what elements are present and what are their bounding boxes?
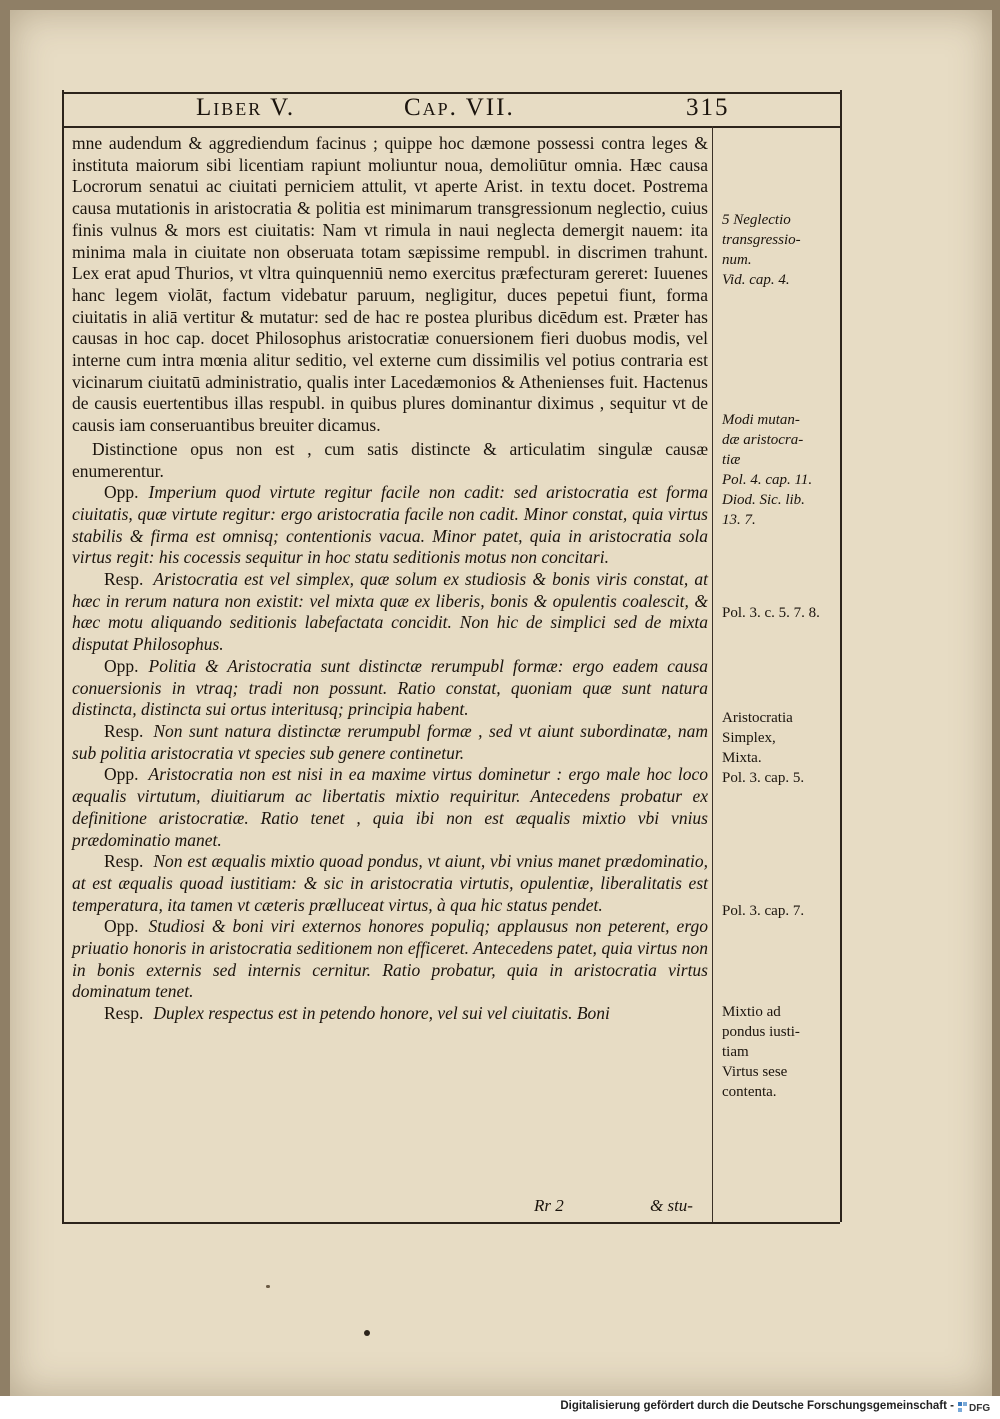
entry-label: Resp.: [104, 851, 144, 872]
entry-text: Politia & Aristocratia sunt distinctæ rerumpubl formæ: ergo eadem causa conuersionis in vtraq; tradi non possunt. Ratio constat, quoniam quæ sunt natura distincta, distincta sui ortus interitusq; principia habent.: [72, 655, 708, 720]
entry-text: Aristocratia non est nisi in ea maxime virtus dominetur : ergo male hoc loco æqualis virtutum, diuitiarum ac libertatis mixtio requiritur. Antecedens probatur ex definitione aristocratiæ. Ratio tenet , quia ibi non est æqualis mixtio vbi vnius prædominatio manet.: [72, 764, 708, 850]
entry-label: Resp.: [104, 569, 144, 590]
margin-note-mixtio: Mixtio ad pondus iusti- tiam Virtus sese contenta.: [722, 1004, 800, 1100]
margin-note-neglectio: 5 Neglectio transgressio- num. Vid. cap. 4.: [722, 212, 801, 288]
credit-text: Digitalisierung gefördert durch die Deutsche Forschungsgemeinschaft -: [560, 1400, 954, 1412]
ink-dot: [364, 1330, 370, 1336]
paragraph-distinction: Distinctione opus non est , cum satis distincte & articulatim singulæ causæ enumerentur.: [72, 438, 708, 481]
paper-speck: [266, 1285, 270, 1288]
page-number: 315: [686, 94, 730, 121]
response-1: [72, 569, 708, 656]
header-rule: [62, 126, 840, 128]
entry-label: Resp.: [104, 1003, 144, 1024]
margin-column-divider: [712, 126, 713, 1222]
paragraph-causes: mne audendum & aggrediendum facinus ; quippe hoc dæmone possessi contra leges & instituta maiorum sibi licentiam rapiunt moliuntur noua, demoliūtur omnia. Hæc causa Locrorum senatui ac ciuitati perniciem attulit, vt aperte Arist. in textu docet. Postrema causa mutationis in aristocratia & politia est minimarum transgressionum neglectio, cuius finis vulnus & mors est ciuitatis: Nam vt rimula in naui neglecta demergit nauem: ita minima mala in ciuitate non obseruata totam sæpissime rempubl. in discrimen trahunt. Lex erat apud Thurios, vt vltra quinquenniū nemo exercitus præfecturam gereret: Iuuenes hanc legem violāt, factum videbatur paruum, negligitur, duces pepetui fiunt, forma ciuitatis in aliā vertitur & mutatur: sed de hac re postea pluribus dicēdum est. Præter has causas in hoc cap. docet Philosophus aristocratiæ conuersionem fieri duobus modis, vel interne cum intra mœnia alitur seditio, vel externe cum dissimilis vel potius contraria est vicinarum ciuitatū administratio, qualis inter Lacedæmonios & Athenienses fuit. Hactenus de causis euertentibus illas respubl. in quibus plures dominantur diximus , sequitur vt de causis iam conseruantibus breuiter dicamus.: [72, 133, 708, 436]
digitization-credit-bar: [0, 1396, 1000, 1419]
dfg-logo-text: DFG: [969, 1403, 991, 1414]
entry-label: Opp.: [104, 764, 139, 785]
book-label: Liber V.: [196, 94, 296, 121]
entry-label: Opp.: [104, 655, 139, 676]
entry-text: Aristocratia est vel simplex, quæ solum ex studiosis & bonis viris constat, at hæc in rerum natura non existit: vel mixta quæ ex liberis, bonis & opulentis coalescit, & hæc motu aliquando seditionis labefactata concidit. Non hic de simplici sed de mixta disputat Philosophus.: [72, 569, 708, 655]
entry-label: Opp.: [104, 916, 139, 937]
objection-2: [72, 656, 708, 721]
entry-label: Opp.: [104, 482, 139, 503]
objection-1: [72, 482, 708, 569]
entry-label: Resp.: [104, 720, 144, 741]
chapter-label: Cap. VII.: [404, 94, 515, 121]
margin-note-pol-3-5: Pol. 3. c. 5. 7. 8.: [722, 605, 820, 621]
objection-3: [72, 764, 708, 851]
margin-note-modi-mutandae: Modi mutan- dæ aristocra- tiæ Pol. 4. cap. 11. Diod. Sic. lib. 13. 7.: [722, 412, 813, 528]
response-3: [72, 851, 708, 916]
dfg-logo-icon: [958, 1400, 994, 1414]
entry-text: Studiosi & boni viri externos honores populiq; applausus non peterent, ergo priuatio honoris in aristocratia seditionem non efficeret. Antecedens patet, quia virtus non in bonis externis sed internis cernitur. Ratio probatur, quia in aristocratia virtus dominatum tenet.: [72, 916, 708, 1002]
response-2: [72, 721, 708, 764]
margin-note-pol-3-7: Pol. 3. cap. 7.: [722, 903, 805, 919]
entry-text: Duplex respectus est in petendo honore, vel sui vel ciuitatis. Boni: [153, 1003, 610, 1024]
margin-note-aristocratia: Aristocratia Simplex, Mixta. Pol. 3. cap. 5.: [722, 710, 805, 786]
catchword: & stu-: [650, 1196, 693, 1215]
running-header: [70, 92, 830, 126]
entry-text: Non sunt natura distinctæ rerumpubl formæ , sed vt aiunt subordinatæ, nam sub politia aristocratia vt species sub genere continetur.: [72, 720, 708, 763]
response-4: [72, 1003, 708, 1025]
text-bottom-rule: [62, 1222, 840, 1224]
entry-text: Non est æqualis mixtio quoad pondus, vt aiunt, vbi vnius manet prædominatio, at est æqualis quoad iustitiam: & sic in aristocratia virtutis, opulentiæ, liberalitatis est temperatura, ita tamen vt cæteris prælluceat virtus, à qua hic status pendet.: [72, 851, 708, 915]
main-text-column: [72, 133, 708, 1025]
entry-text: Imperium quod virtute regitur facile non cadit: sed aristocratia est forma ciuitatis, quæ virtute regitur: ergo aristocratia facile non cadit. Minor constat, quia virtus stabilis & firma est omnisq; contentionis vacua. Minor patet, quia in aristocratia sola virtus regit: his cocessis sequitur in hoc statu seditionis motus non concitari.: [72, 482, 708, 568]
objection-4: [72, 916, 708, 1003]
signature-mark: Rr 2: [534, 1196, 564, 1215]
